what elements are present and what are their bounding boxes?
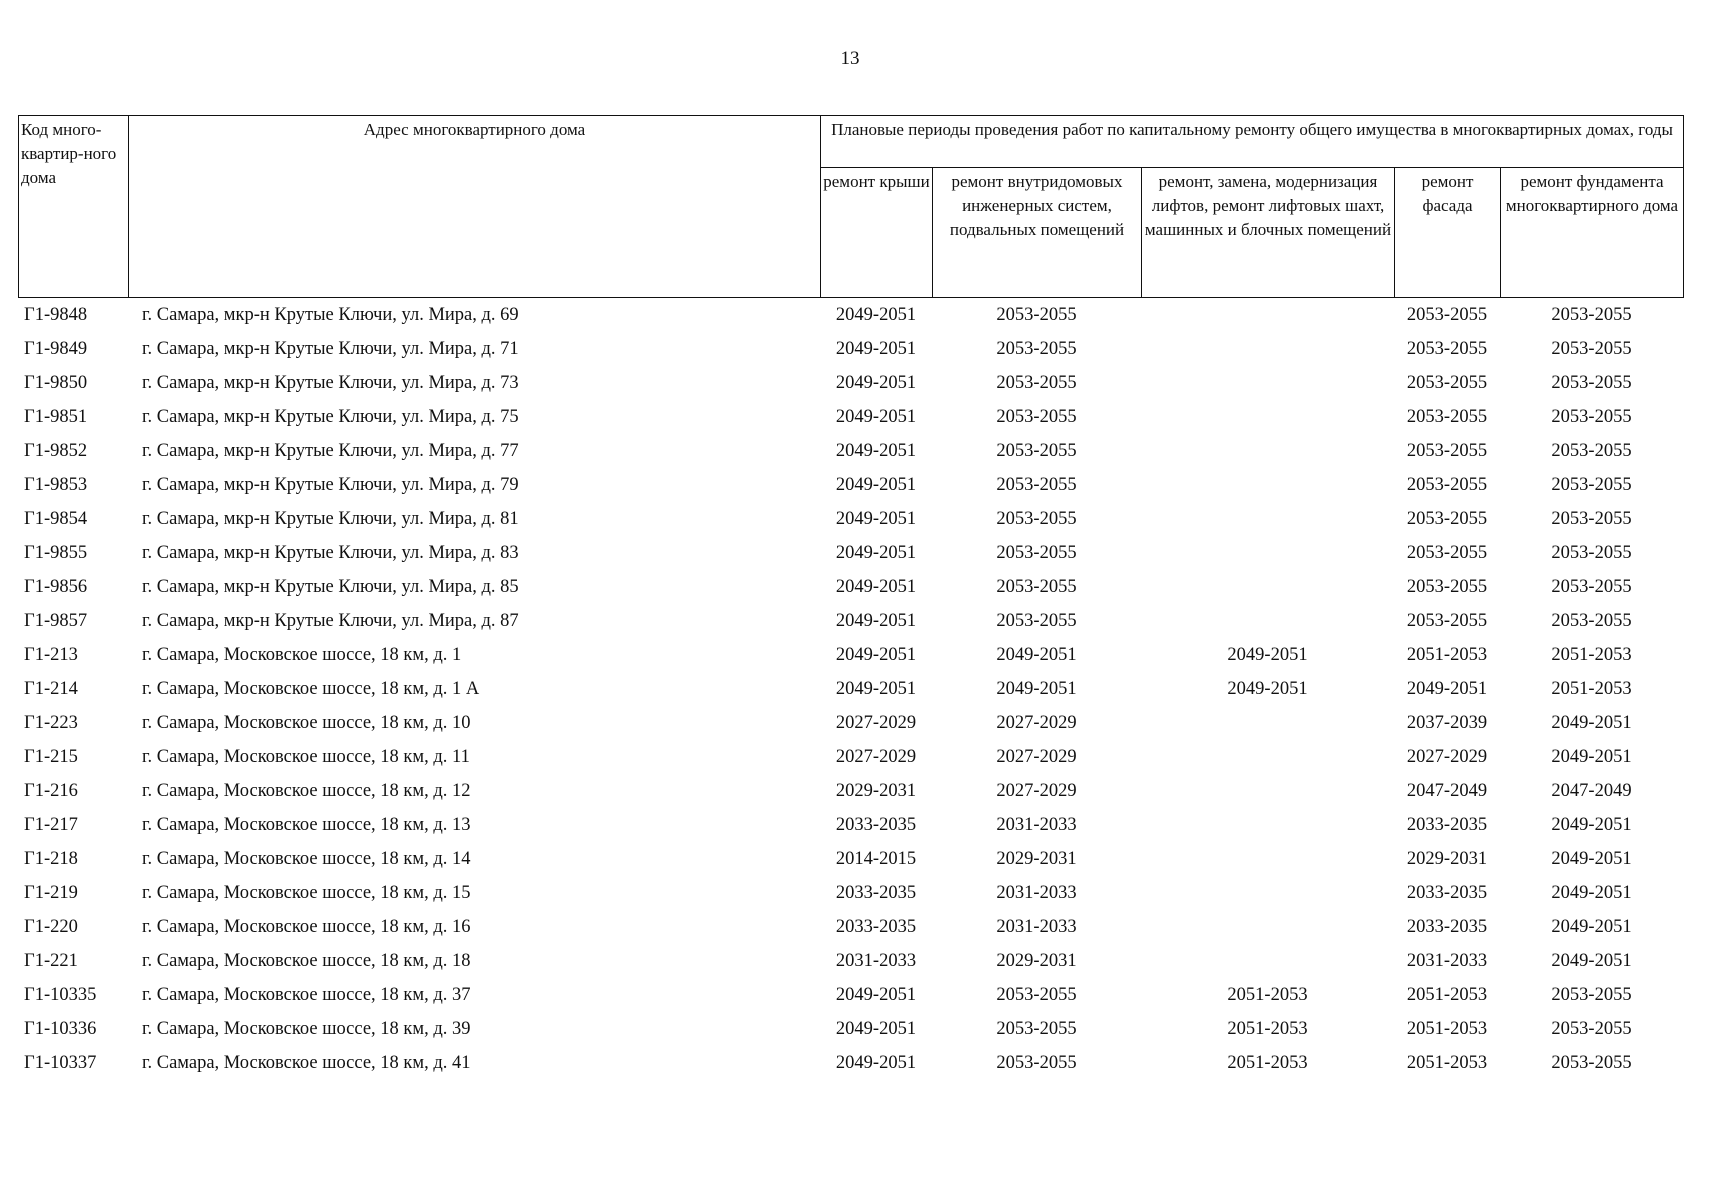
cell-elevators: 2049-2051 (1227, 644, 1308, 665)
cell-code: Г1-10336 (24, 1018, 97, 1039)
cell-engineering: 2031-2033 (996, 882, 1077, 903)
cell-elevators (1141, 604, 1394, 638)
cell-foundation: 2051-2053 (1551, 644, 1632, 665)
table-row (18, 536, 1683, 570)
cell-address: г. Самара, Московское шоссе, 18 км, д. 15 (142, 882, 471, 903)
cell-address: г. Самара, Московское шоссе, 18 км, д. 37 (142, 984, 471, 1005)
table-row (18, 400, 1683, 434)
table-row (18, 332, 1683, 366)
table-row (18, 910, 1683, 944)
cell-engineering: 2053-2055 (996, 984, 1077, 1005)
cell-elevators (1141, 366, 1394, 400)
cell-address: г. Самара, Московское шоссе, 18 км, д. 18 (142, 950, 471, 971)
cell-foundation: 2053-2055 (1551, 304, 1632, 325)
cell-foundation: 2049-2051 (1551, 814, 1632, 835)
cell-facade: 2047-2049 (1406, 780, 1488, 801)
cell-code: Г1-214 (24, 678, 78, 699)
cell-roof: 2049-2051 (835, 440, 917, 461)
page-number: 13 (840, 48, 860, 69)
cell-address: г. Самара, Московское шоссе, 18 км, д. 14 (142, 848, 471, 869)
cell-foundation: 2053-2055 (1551, 542, 1632, 563)
header-address: Адрес многоквартирного дома (129, 116, 821, 298)
cell-address: г. Самара, мкр-н Крутые Ключи, ул. Мира, д. 71 (142, 338, 519, 359)
cell-address: г. Самара, Московское шоссе, 18 км, д. 39 (142, 1018, 471, 1039)
cell-roof: 2049-2051 (835, 304, 917, 325)
cell-roof: 2033-2035 (835, 916, 917, 937)
cell-roof: 2049-2051 (835, 1052, 917, 1073)
cell-address: г. Самара, Московское шоссе, 18 км, д. 1 А (142, 678, 480, 699)
cell-facade: 2051-2053 (1406, 644, 1488, 665)
cell-roof: 2027-2029 (835, 712, 917, 733)
cell-foundation: 2049-2051 (1551, 848, 1632, 869)
table-row (18, 706, 1683, 740)
cell-address: г. Самара, Московское шоссе, 18 км, д. 11 (142, 746, 470, 767)
cell-elevators (1141, 536, 1394, 570)
cell-foundation: 2049-2051 (1551, 712, 1632, 733)
cell-engineering: 2027-2029 (996, 712, 1077, 733)
table-row (18, 978, 1683, 1012)
cell-foundation: 2049-2051 (1551, 950, 1632, 971)
cell-facade: 2053-2055 (1406, 406, 1488, 427)
table-row (18, 468, 1683, 502)
cell-foundation: 2049-2051 (1551, 882, 1632, 903)
table-row (18, 1012, 1683, 1046)
cell-elevators: 2049-2051 (1227, 678, 1308, 699)
cell-address: г. Самара, Московское шоссе, 18 км, д. 10 (142, 712, 471, 733)
cell-roof: 2014-2015 (835, 848, 917, 869)
cell-code: Г1-9854 (24, 508, 88, 529)
table-row (18, 298, 1683, 332)
cell-foundation: 2053-2055 (1551, 984, 1632, 1005)
header-code: Код много-квартир-ного дома (19, 116, 129, 298)
cell-roof: 2049-2051 (835, 576, 917, 597)
cell-address: г. Самара, Московское шоссе, 18 км, д. 12 (142, 780, 471, 801)
cell-roof: 2049-2051 (835, 678, 917, 699)
cell-roof: 2033-2035 (835, 814, 917, 835)
cell-roof: 2049-2051 (835, 984, 917, 1005)
table-row (18, 842, 1683, 876)
cell-engineering: 2049-2051 (996, 644, 1077, 665)
cell-elevators (1141, 298, 1394, 332)
cell-code: Г1-9852 (24, 440, 88, 461)
data-table (18, 298, 1683, 1080)
cell-foundation: 2053-2055 (1551, 1018, 1632, 1039)
cell-address: г. Самара, мкр-н Крутые Ключи, ул. Мира, д. 79 (142, 474, 519, 495)
cell-elevators (1141, 332, 1394, 366)
cell-elevators (1141, 400, 1394, 434)
cell-code: Г1-9855 (24, 542, 88, 563)
table-row (18, 502, 1683, 536)
cell-engineering: 2027-2029 (996, 746, 1077, 767)
cell-code: Г1-215 (24, 746, 78, 767)
cell-code: Г1-220 (24, 916, 78, 937)
cell-elevators (1141, 808, 1394, 842)
cell-facade: 2053-2055 (1406, 508, 1488, 529)
cell-foundation: 2049-2051 (1551, 916, 1632, 937)
cell-foundation: 2051-2053 (1551, 678, 1632, 699)
cell-foundation: 2053-2055 (1551, 474, 1632, 495)
cell-engineering: 2053-2055 (996, 372, 1077, 393)
cell-engineering: 2053-2055 (996, 1018, 1077, 1039)
cell-engineering: 2053-2055 (996, 542, 1077, 563)
cell-facade: 2053-2055 (1406, 304, 1488, 325)
cell-facade: 2053-2055 (1406, 338, 1488, 359)
header-engineering: ремонт внутридомовых инженерных систем, подвальных помещений (933, 168, 1142, 298)
table-row (18, 570, 1683, 604)
cell-address: г. Самара, мкр-н Крутые Ключи, ул. Мира, д. 69 (142, 304, 519, 325)
cell-code: Г1-10335 (24, 984, 97, 1005)
cell-roof: 2049-2051 (835, 474, 917, 495)
cell-engineering: 2053-2055 (996, 406, 1077, 427)
table-row (18, 876, 1683, 910)
cell-engineering: 2053-2055 (996, 1052, 1077, 1073)
cell-engineering: 2053-2055 (996, 304, 1077, 325)
table-row (18, 604, 1683, 638)
cell-roof: 2029-2031 (835, 780, 917, 801)
cell-address: г. Самара, мкр-н Крутые Ключи, ул. Мира, д. 75 (142, 406, 519, 427)
cell-elevators (1141, 910, 1394, 944)
cell-code: Г1-9850 (24, 372, 88, 393)
cell-elevators: 2051-2053 (1227, 1052, 1308, 1073)
cell-engineering: 2029-2031 (996, 950, 1077, 971)
cell-elevators: 2051-2053 (1227, 1018, 1308, 1039)
cell-engineering: 2027-2029 (996, 780, 1077, 801)
cell-code: Г1-9857 (24, 610, 88, 631)
table-row (18, 740, 1683, 774)
cell-facade: 2029-2031 (1406, 848, 1488, 869)
cell-code: Г1-9848 (24, 304, 88, 325)
cell-roof: 2049-2051 (835, 406, 917, 427)
cell-elevators (1141, 774, 1394, 808)
cell-elevators (1141, 740, 1394, 774)
cell-foundation: 2053-2055 (1551, 440, 1632, 461)
header-periods-group: Плановые периоды проведения работ по капитальному ремонту общего имущества в многоквартирных домах, годы (821, 116, 1684, 168)
cell-address: г. Самара, Московское шоссе, 18 км, д. 41 (142, 1052, 471, 1073)
cell-engineering: 2053-2055 (996, 474, 1077, 495)
header-foundation: ремонт фундамента многоквартирного дома (1501, 168, 1684, 298)
cell-facade: 2027-2029 (1406, 746, 1488, 767)
cell-elevators (1141, 502, 1394, 536)
cell-foundation: 2053-2055 (1551, 372, 1632, 393)
cell-facade: 2053-2055 (1406, 542, 1488, 563)
table-row (18, 944, 1683, 978)
header-roof: ремонт крыши (821, 168, 933, 298)
cell-elevators (1141, 842, 1394, 876)
cell-code: Г1-216 (24, 780, 78, 801)
cell-address: г. Самара, мкр-н Крутые Ключи, ул. Мира, д. 87 (142, 610, 519, 631)
cell-address: г. Самара, Московское шоссе, 18 км, д. 1 (142, 644, 462, 665)
cell-roof: 2049-2051 (835, 338, 917, 359)
cell-address: г. Самара, мкр-н Крутые Ключи, ул. Мира, д. 77 (142, 440, 519, 461)
cell-facade: 2051-2053 (1406, 984, 1488, 1005)
cell-engineering: 2029-2031 (996, 848, 1077, 869)
cell-foundation: 2053-2055 (1551, 576, 1632, 597)
cell-code: Г1-9856 (24, 576, 88, 597)
cell-roof: 2049-2051 (835, 542, 917, 563)
cell-facade: 2053-2055 (1406, 610, 1488, 631)
table-row (18, 434, 1683, 468)
cell-engineering: 2053-2055 (996, 576, 1077, 597)
cell-code: Г1-9849 (24, 338, 88, 359)
cell-roof: 2027-2029 (835, 746, 917, 767)
cell-engineering: 2031-2033 (996, 916, 1077, 937)
cell-foundation: 2049-2051 (1551, 746, 1632, 767)
header-elevators: ремонт, замена, модернизация лифтов, ремонт лифтовых шахт, машинных и блочных помещений (1142, 168, 1395, 298)
cell-elevators: 2051-2053 (1227, 984, 1308, 1005)
cell-facade: 2033-2035 (1406, 814, 1488, 835)
cell-elevators (1141, 706, 1394, 740)
cell-elevators (1141, 876, 1394, 910)
cell-code: Г1-221 (24, 950, 78, 971)
cell-elevators (1141, 570, 1394, 604)
table-row (18, 1046, 1683, 1080)
cell-roof: 2049-2051 (835, 372, 917, 393)
cell-engineering: 2049-2051 (996, 678, 1077, 699)
cell-facade: 2053-2055 (1406, 372, 1488, 393)
table-row (18, 638, 1683, 672)
cell-elevators (1141, 434, 1394, 468)
cell-code: Г1-223 (24, 712, 78, 733)
cell-engineering: 2053-2055 (996, 440, 1077, 461)
header-facade: ремонт фасада (1395, 168, 1501, 298)
cell-roof: 2033-2035 (835, 882, 917, 903)
cell-facade: 2037-2039 (1406, 712, 1488, 733)
cell-engineering: 2053-2055 (996, 508, 1077, 529)
table-row (18, 808, 1683, 842)
cell-elevators (1141, 944, 1394, 978)
cell-facade: 2053-2055 (1406, 440, 1488, 461)
cell-foundation: 2053-2055 (1551, 406, 1632, 427)
cell-roof: 2049-2051 (835, 644, 917, 665)
cell-facade: 2049-2051 (1406, 678, 1488, 699)
cell-roof: 2049-2051 (835, 1018, 917, 1039)
cell-code: Г1-217 (24, 814, 78, 835)
table-row (18, 366, 1683, 400)
cell-elevators (1141, 468, 1394, 502)
cell-facade: 2031-2033 (1406, 950, 1488, 971)
cell-engineering: 2053-2055 (996, 338, 1077, 359)
cell-address: г. Самара, Московское шоссе, 18 км, д. 13 (142, 814, 471, 835)
cell-facade: 2033-2035 (1406, 882, 1488, 903)
cell-code: Г1-9853 (24, 474, 88, 495)
cell-facade: 2053-2055 (1406, 576, 1488, 597)
cell-foundation: 2047-2049 (1551, 780, 1632, 801)
cell-foundation: 2053-2055 (1551, 610, 1632, 631)
cell-code: Г1-9851 (24, 406, 88, 427)
cell-engineering: 2053-2055 (996, 610, 1077, 631)
table-row (18, 774, 1683, 808)
cell-address: г. Самара, мкр-н Крутые Ключи, ул. Мира, д. 81 (142, 508, 519, 529)
cell-code: Г1-218 (24, 848, 78, 869)
cell-address: г. Самара, мкр-н Крутые Ключи, ул. Мира, д. 73 (142, 372, 519, 393)
cell-address: г. Самара, Московское шоссе, 18 км, д. 16 (142, 916, 471, 937)
cell-roof: 2049-2051 (835, 610, 917, 631)
cell-foundation: 2053-2055 (1551, 508, 1632, 529)
table-header (18, 115, 1684, 298)
cell-roof: 2031-2033 (835, 950, 917, 971)
cell-code: Г1-219 (24, 882, 78, 903)
cell-roof: 2049-2051 (835, 508, 917, 529)
cell-code: Г1-213 (24, 644, 78, 665)
cell-facade: 2033-2035 (1406, 916, 1488, 937)
cell-facade: 2053-2055 (1406, 474, 1488, 495)
cell-code: Г1-10337 (24, 1052, 97, 1073)
cell-address: г. Самара, мкр-н Крутые Ключи, ул. Мира, д. 85 (142, 576, 519, 597)
cell-foundation: 2053-2055 (1551, 1052, 1632, 1073)
cell-engineering: 2031-2033 (996, 814, 1077, 835)
cell-address: г. Самара, мкр-н Крутые Ключи, ул. Мира, д. 83 (142, 542, 519, 563)
cell-facade: 2051-2053 (1406, 1018, 1488, 1039)
cell-facade: 2051-2053 (1406, 1052, 1488, 1073)
cell-foundation: 2053-2055 (1551, 338, 1632, 359)
table-row (18, 672, 1683, 706)
